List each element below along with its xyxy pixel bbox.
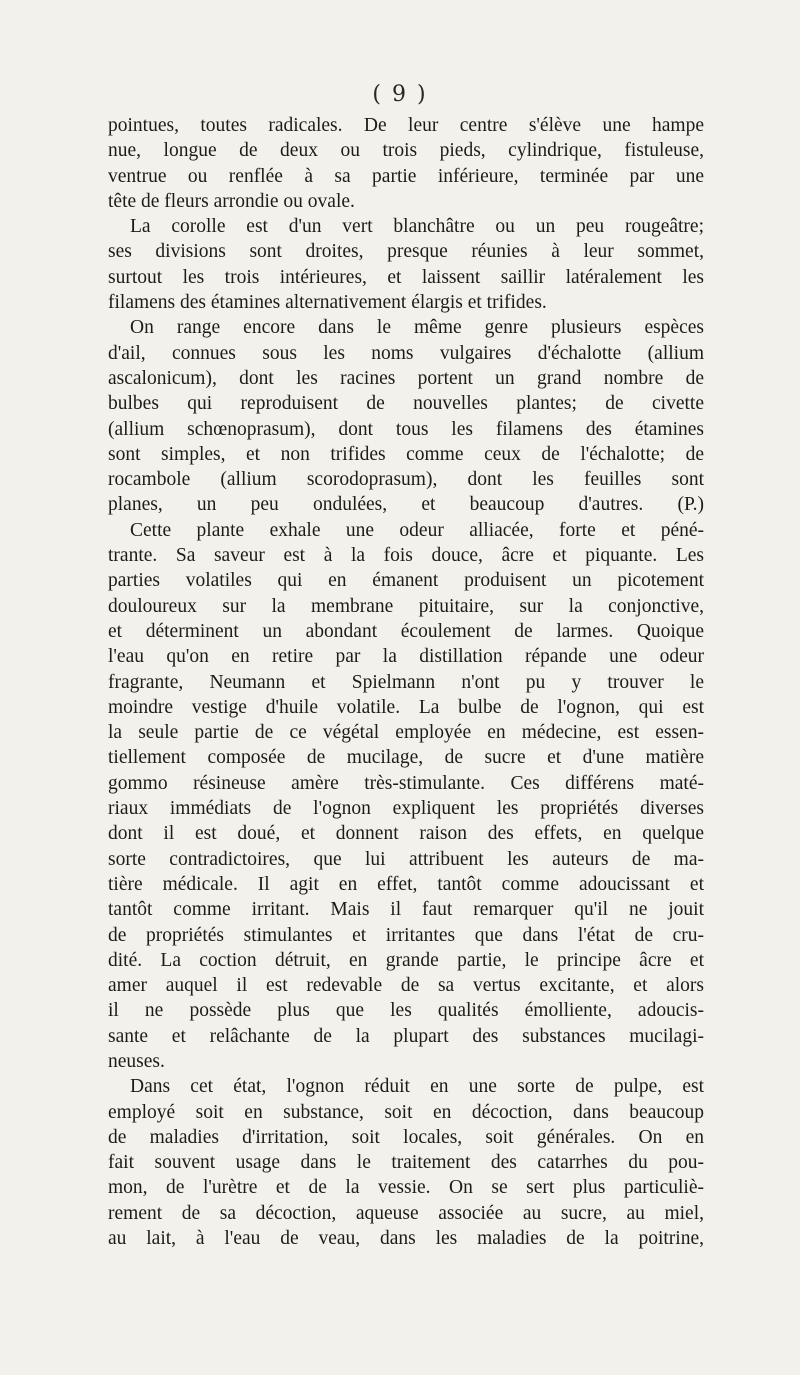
text-line: Cette plante exhale une odeur alliacée, forte et péné- (130, 519, 704, 541)
text-line: moindre vestige d'huile volatile. La bulbe de l'ognon, qui est (108, 696, 704, 718)
text-line: rocambole (allium scorodoprasum), dont les feuilles sont (108, 469, 704, 491)
text-line: au lait, à l'eau de veau, dans les maladies de la poitrine, (108, 1228, 704, 1250)
text-line: trante. Sa saveur est à la fois douce, âcre et piquante. Les (108, 545, 704, 567)
text-line: tière médicale. Il agit en effet, tantôt comme adoucissant et (108, 873, 704, 895)
text-line: ses divisions sont droites, presque réunies à leur sommet, (108, 241, 704, 263)
text-line: bulbes qui reproduisent de nouvelles plantes; de civette (108, 393, 704, 415)
text-line: rement de sa décoction, aqueuse associée au sucre, au miel, (108, 1202, 704, 1224)
text-line: d'ail, connues sous les noms vulgaires d'échalotte (allium (108, 342, 704, 364)
body-text (108, 113, 704, 1251)
text-line: employé soit en substance, soit en décoction, dans beaucoup (108, 1101, 704, 1123)
text-line: pointues, toutes radicales. De leur centre s'élève une hampe (108, 115, 704, 136)
text-line: amer auquel il est redevable de sa vertus excitante, et alors (108, 975, 704, 997)
text-line: de propriétés stimulantes et irritantes que dans l'état de cru- (108, 924, 704, 946)
text-line: tantôt comme irritant. Mais il faut remarquer qu'il ne jouit (108, 899, 704, 921)
text-line: douloureux sur la membrane pituitaire, sur la conjonctive, (108, 595, 704, 617)
text-line: gommo résineuse amère très-stimulante. Ces différens maté- (108, 772, 704, 794)
text-line: (allium schœnoprasum), dont tous les filamens des étamines (108, 418, 704, 440)
text-line: l'eau qu'on en retire par la distillation répande une odeur (108, 646, 704, 668)
page-number: ( 9 ) (372, 82, 428, 107)
text-line: mon, de l'urètre et de la vessie. On se sert plus particuliè- (108, 1177, 704, 1199)
text-line: tête de fleurs arrondie ou ovale. (108, 190, 355, 212)
text-line: surtout les trois intérieures, et laissent saillir latéralement les (108, 266, 704, 288)
text-line: filamens des étamines alternativement élargis et trifides. (108, 292, 547, 314)
text-line: dité. La coction détruit, en grande partie, le principe âcre et (108, 949, 704, 971)
text-line: fait souvent usage dans le traitement des catarrhes du pou- (108, 1152, 704, 1174)
text-line: ventrue ou renflée à sa partie inférieure, terminée par une (108, 165, 704, 187)
text-line: riaux immédiats de l'ognon expliquent les propriétés diverses (108, 798, 704, 820)
text-line: dont il est doué, et donnent raison des effets, en quelque (108, 823, 704, 845)
text-line: sorte contradictoires, que lui attribuent les auteurs de ma- (108, 848, 704, 870)
text-line: tiellement composée de mucilage, de sucre et d'une matière (108, 747, 704, 769)
text-line: La corolle est d'un vert blanchâtre ou un peu rougeâtre; (130, 216, 704, 238)
text-line: Dans cet état, l'ognon réduit en une sorte de pulpe, est (130, 1076, 704, 1098)
text-line: sante et relâchante de la plupart des substances mucilagi- (108, 1025, 704, 1047)
text-line: parties volatiles qui en émanent produisent un picotement (108, 570, 704, 592)
text-line: la seule partie de ce végétal employée en médecine, est essen- (108, 722, 704, 744)
text-line: il ne possède plus que les qualités émolliente, adoucis- (108, 1000, 704, 1022)
text-line: et déterminent un abondant écoulement de larmes. Quoique (108, 620, 704, 642)
text-line: planes, un peu ondulées, et beaucoup d'autres. (P.) (108, 494, 704, 516)
text-line: nue, longue de deux ou trois pieds, cylindrique, fistuleuse, (108, 140, 704, 162)
text-line: de maladies d'irritation, soit locales, soit générales. On en (108, 1126, 704, 1148)
text-line: sont simples, et non trifides comme ceux de l'échalotte; de (108, 443, 704, 465)
text-line: ascalonicum), dont les racines portent un grand nombre de (108, 367, 704, 389)
text-line: neuses. (108, 1050, 165, 1072)
text-line: fragrante, Neumann et Spielmann n'ont pu y trouver le (108, 671, 704, 693)
text-line: On range encore dans le même genre plusieurs espèces (130, 317, 704, 339)
